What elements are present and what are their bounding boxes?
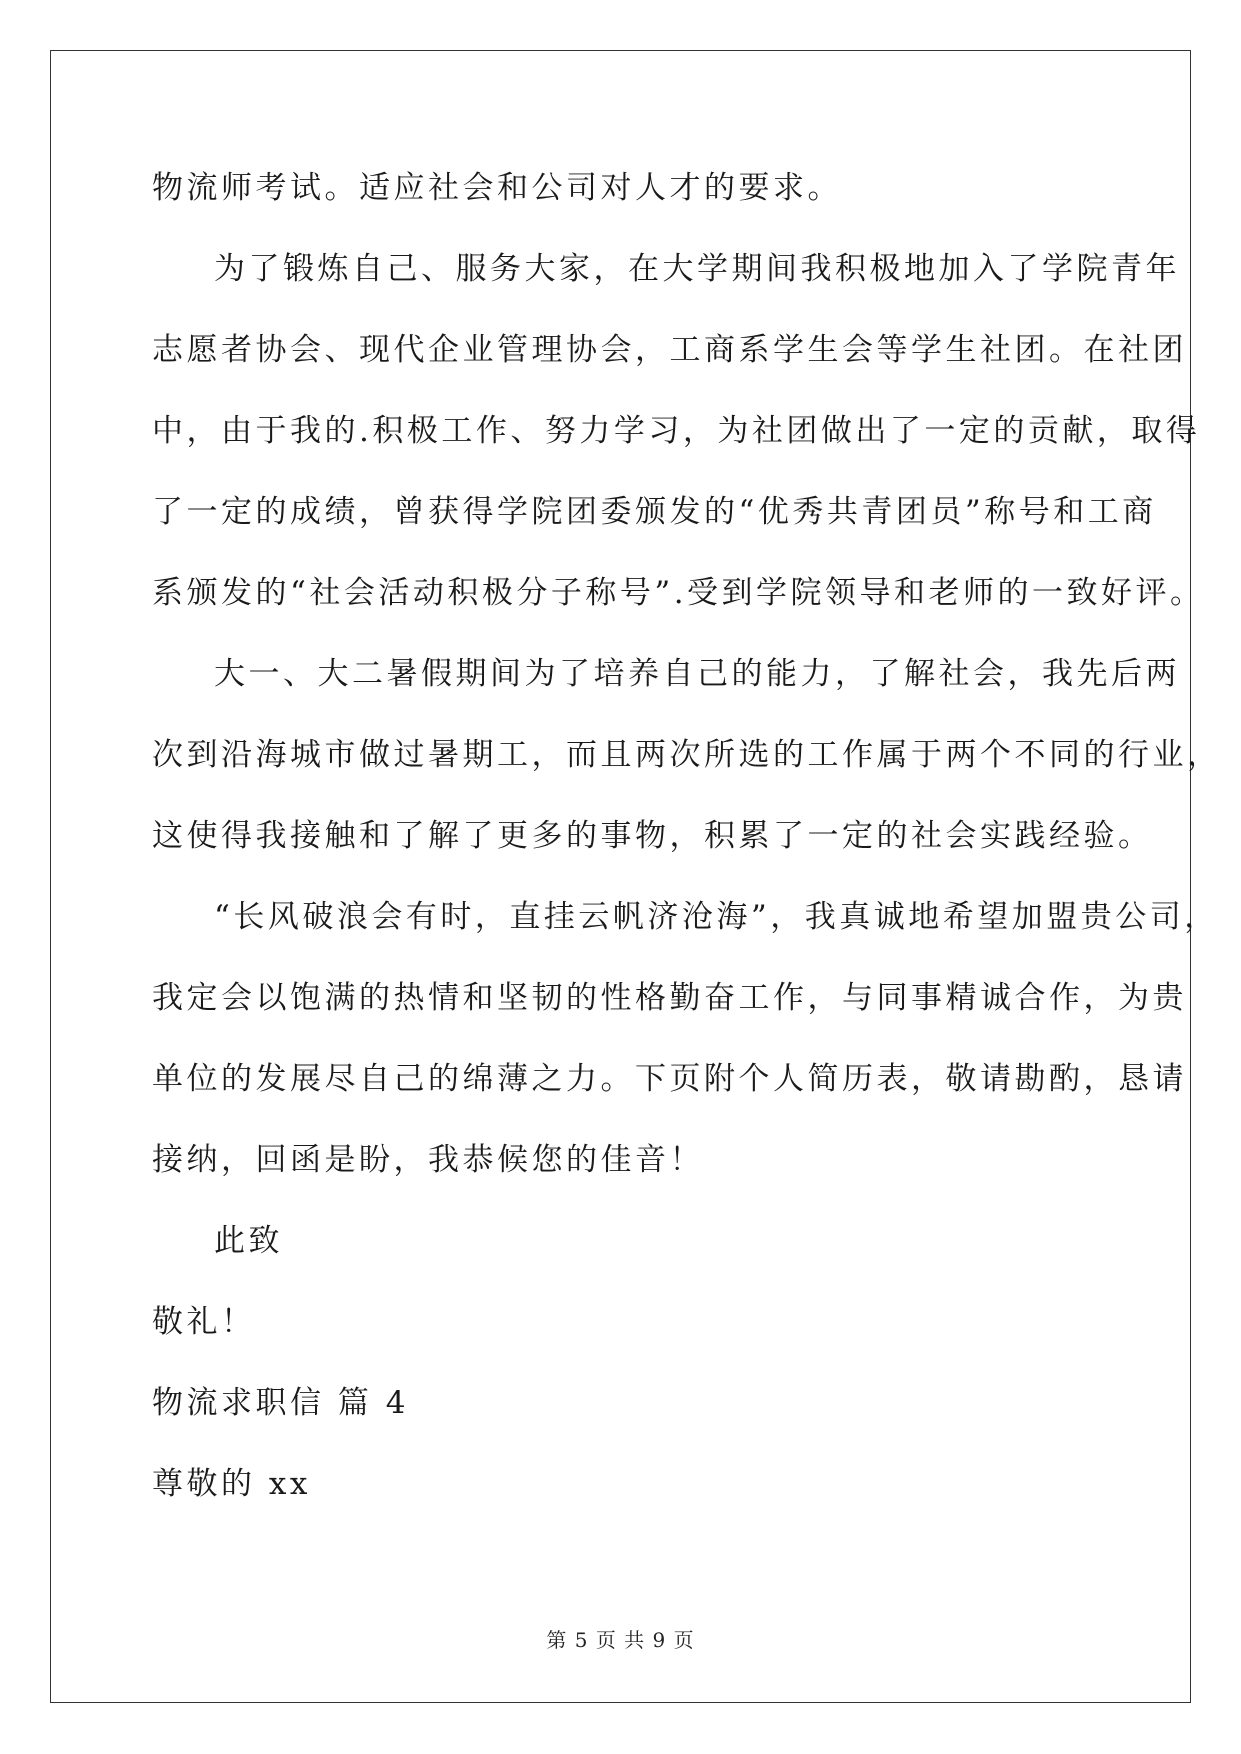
page-number-footer: 第 5 页 共 9 页: [546, 1628, 695, 1652]
text-line: 志愿者协会、现代企业管理协会，工商系学生会等学生社团。在社团: [152, 332, 1187, 368]
paragraph-start-line: 大一、大二暑假期间为了培养自己的能力，了解社会，我先后两: [214, 656, 1180, 692]
section-heading: 物流求职信 篇 4: [152, 1385, 409, 1421]
letter-greeting: 尊敬的 xx: [152, 1466, 311, 1502]
text-line: 次到沿海城市做过暑期工，而且两次所选的工作属于两个不同的行业，: [152, 737, 1222, 773]
text-line: 单位的发展尽自己的绵薄之力。下页附个人简历表，敬请勘酌，恳请: [152, 1061, 1187, 1097]
text-line: 我定会以饱满的热情和坚韧的性格勤奋工作，与同事精诚合作，为贵: [152, 980, 1187, 1016]
text-line: 系颁发的“社会活动积极分子称号”.受到学院领导和老师的一致好评。: [152, 575, 1205, 611]
paragraph-start-line: “长风破浪会有时，直挂云帆济沧海”，我真诚地希望加盟贵公司，: [214, 899, 1219, 935]
text-line: 物流师考试。适应社会和公司对人才的要求。: [152, 170, 842, 206]
text-line: 中，由于我的.积极工作、努力学习，为社团做出了一定的贡献，取得: [152, 413, 1201, 449]
text-line: 接纳，回函是盼，我恭候您的佳音！: [152, 1142, 704, 1178]
text-line: 这使得我接触和了解了更多的事物，积累了一定的社会实践经验。: [152, 818, 1153, 854]
document-body: [152, 148, 1222, 1525]
text-line: 了一定的成绩，曾获得学院团委颁发的“优秀共青团员”称号和工商: [152, 494, 1157, 530]
closing-regards: 敬礼！: [152, 1304, 256, 1340]
closing-salutation: 此致: [214, 1223, 283, 1259]
paragraph-start-line: 为了锻炼自己、服务大家，在大学期间我积极地加入了学院青年: [214, 251, 1180, 287]
